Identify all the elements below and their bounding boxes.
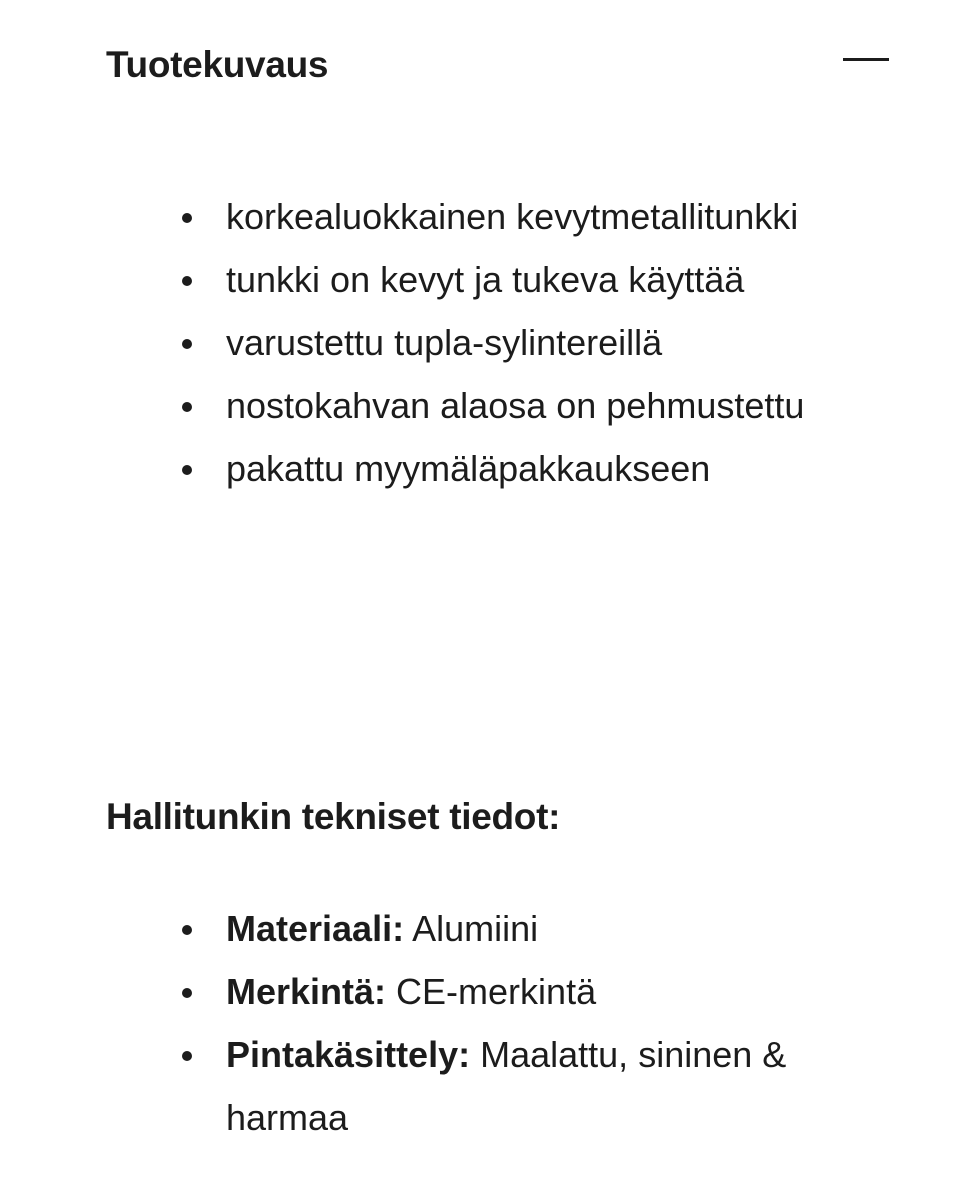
spec-key: Materiaali:	[226, 908, 405, 949]
list-item: pakattu myymäläpakkaukseen	[226, 437, 856, 500]
section-title: Tuotekuvaus	[106, 44, 329, 85]
spec-item	[226, 960, 836, 1023]
description-list	[226, 185, 856, 500]
specs-list	[226, 897, 836, 1149]
list-item: nostokahvan alaosa on pehmustettu	[226, 374, 856, 437]
spec-key: Merkintä:	[226, 971, 387, 1012]
list-item: korkealuokkainen kevytmetallitunkki	[226, 185, 856, 248]
spec-value: Alumiini	[412, 908, 539, 949]
spec-item	[226, 897, 836, 960]
collapse-button[interactable]	[840, 46, 892, 76]
list-item: tunkki on kevyt ja tukeva käyttää	[226, 248, 856, 311]
spec-key: Pintakäsittely:	[226, 1034, 471, 1075]
spec-item	[226, 1023, 836, 1149]
list-item: varustettu tupla-sylintereillä	[226, 311, 856, 374]
spec-value: CE-merkintä	[396, 971, 597, 1012]
specs-heading: Hallitunkin tekniset tiedot:	[106, 796, 561, 837]
spec-value: Maalattu, sininen & harmaa	[226, 1034, 787, 1138]
minus-icon	[843, 58, 889, 61]
section-header[interactable]	[106, 38, 892, 88]
